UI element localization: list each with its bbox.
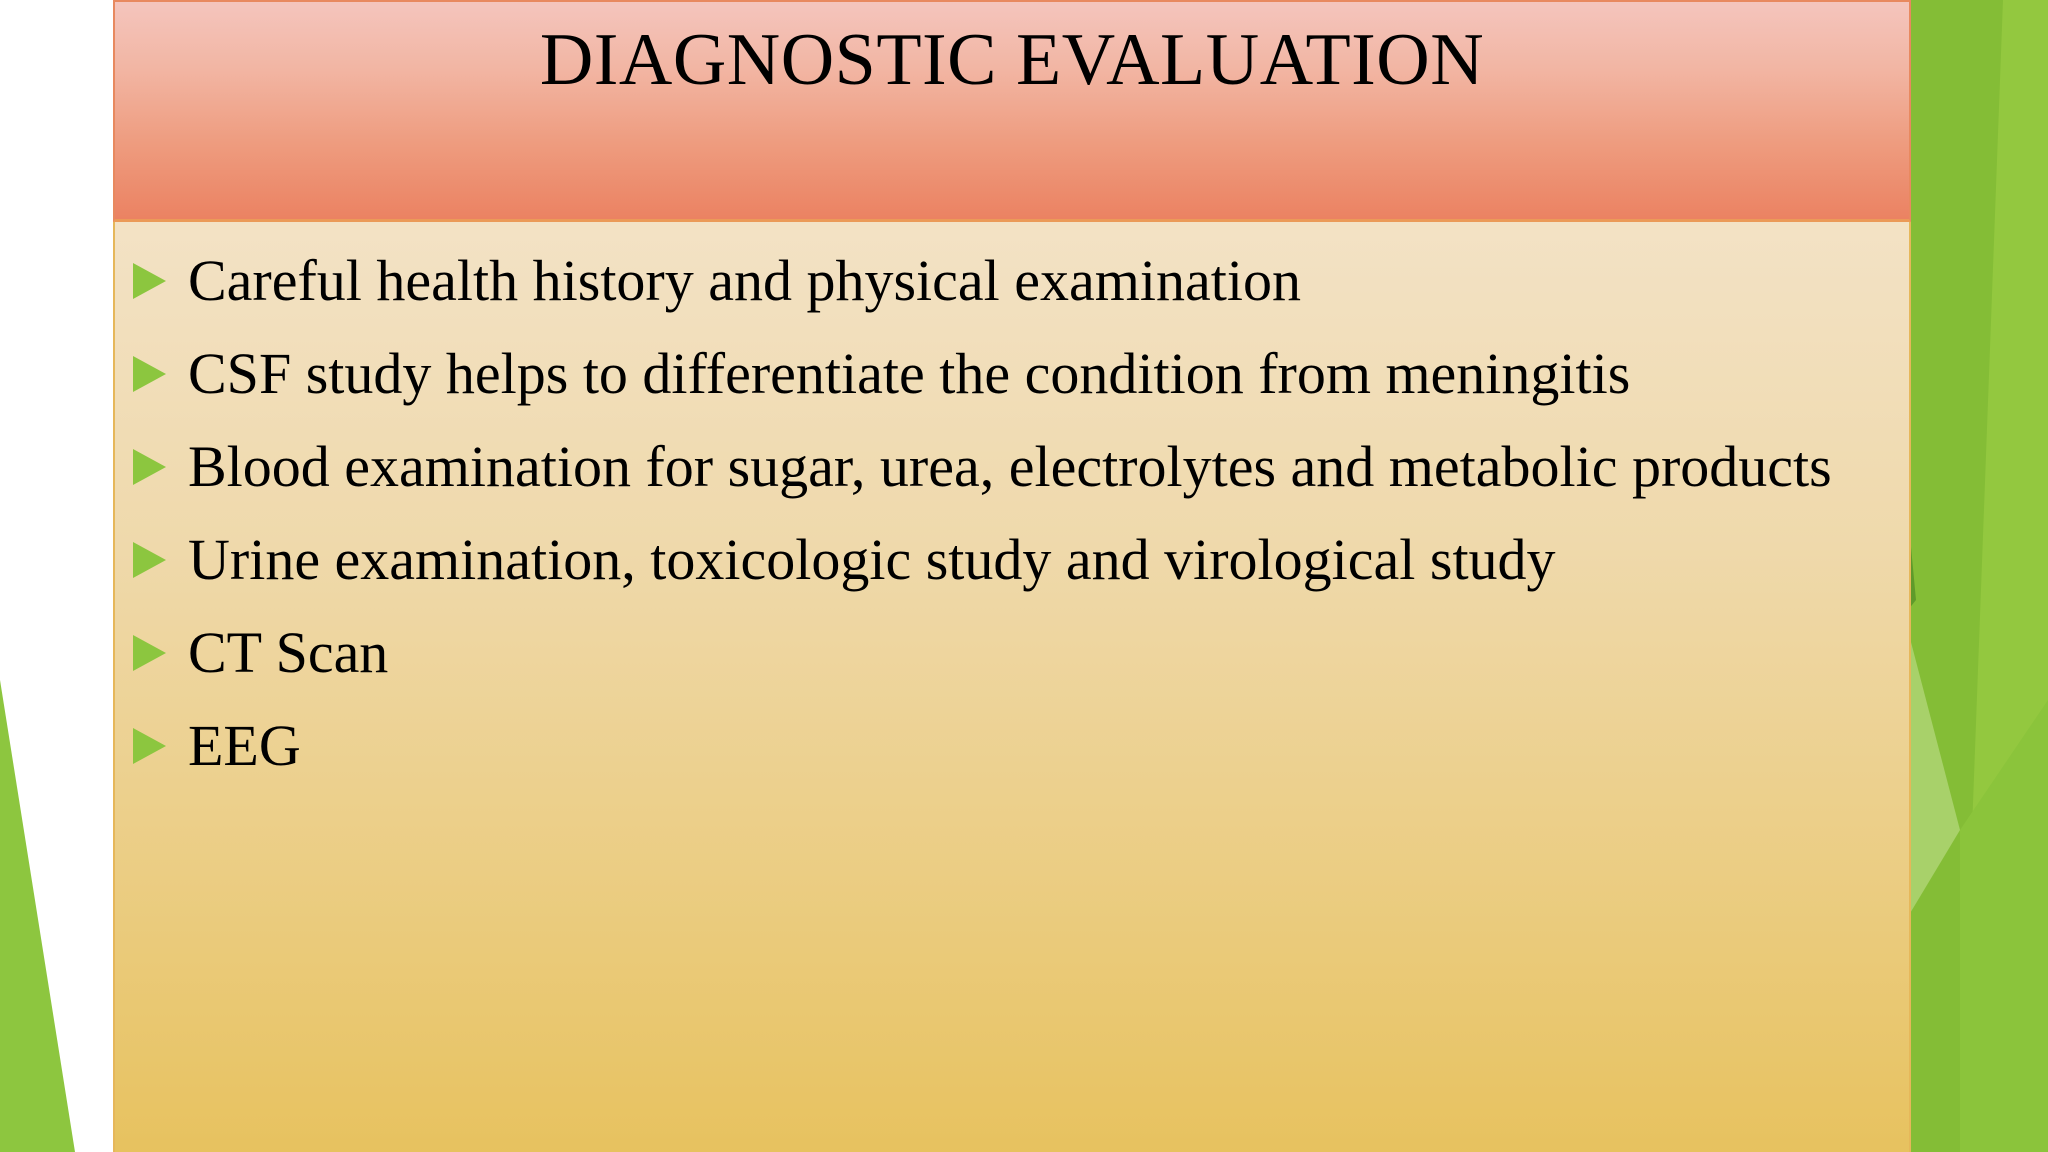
bullet-text: Urine examination, toxicologic study and virological study [188, 526, 1556, 592]
list-item [133, 420, 1899, 513]
triangle-bullet-icon [133, 542, 166, 578]
title-bar [113, 0, 1911, 222]
bullet-list [133, 234, 1899, 792]
triangle-bullet-icon [133, 635, 166, 671]
bullet-text: CSF study helps to differentiate the condition from meningitis [188, 340, 1631, 406]
left-green-shape [0, 680, 75, 1152]
list-item [133, 606, 1899, 699]
bullet-text: Blood examination for sugar, urea, electrolytes and metabolic products [188, 433, 1832, 499]
list-item [133, 513, 1899, 606]
bullet-text: CT Scan [188, 619, 389, 685]
slide-title: DIAGNOSTIC EVALUATION [539, 19, 1485, 101]
triangle-bullet-icon [133, 449, 166, 485]
triangle-bullet-icon [133, 356, 166, 392]
triangle-bullet-icon [133, 263, 166, 299]
list-item [133, 699, 1899, 792]
content-box [113, 222, 1911, 1152]
bullet-text: Careful health history and physical examination [188, 247, 1301, 313]
bullet-text: EEG [188, 712, 301, 778]
list-item [133, 234, 1899, 327]
list-item [133, 327, 1899, 420]
triangle-bullet-icon [133, 728, 166, 764]
